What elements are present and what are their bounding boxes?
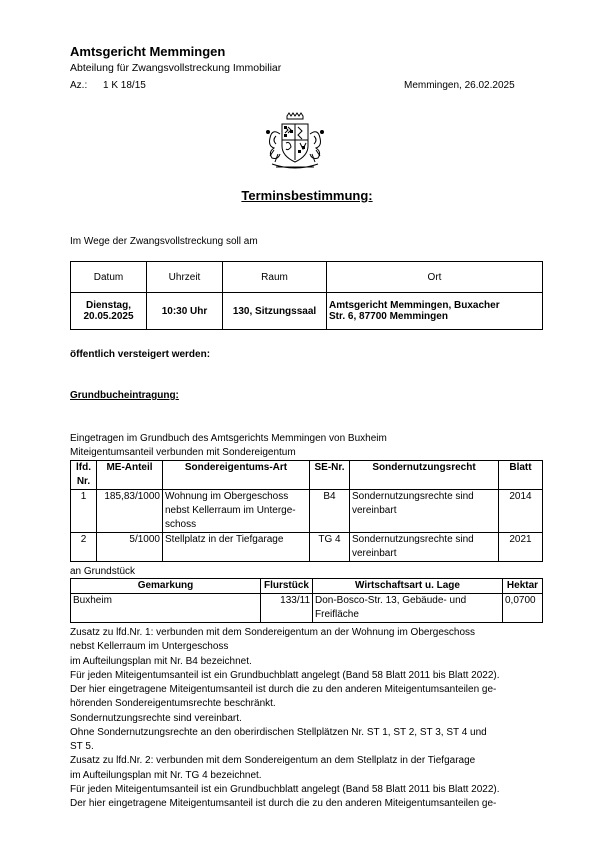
court-name: Amtsgericht Memmingen — [70, 44, 226, 59]
header-flurstueck: Flurstück — [261, 579, 313, 594]
note-line: ST 5. — [70, 741, 94, 752]
room-cell: 130, Sitzungssaal — [223, 293, 327, 330]
se-nr-cell: TG 4 — [310, 533, 350, 562]
time-cell: 10:30 Uhr — [147, 293, 223, 330]
file-number: 1 K 18/15 — [103, 80, 146, 91]
header-lfd-line-1: lfd. — [76, 462, 91, 473]
header-gemarkung: Gemarkung — [71, 579, 261, 594]
header-sondernutzungsrecht: Sondernutzungsrecht — [350, 461, 499, 490]
lfd-cell: 2 — [71, 533, 97, 562]
gemarkung-cell: Buxheim — [71, 594, 261, 623]
wirtschaftsart-line: Freifläche — [315, 609, 359, 620]
header-lfd-line-2: Nr. — [76, 476, 91, 487]
table-header-row — [71, 262, 543, 293]
an-grundstueck-label: an Grundstück — [70, 566, 136, 577]
note-line: Ohne Sondernutzungsrechte an den oberirdischen Stellplätzen Nr. ST 1, ST 2, ST 3, ST 4 und — [70, 726, 487, 738]
note-line: im Aufteilungsplan mit Nr. TG 4 bezeichnet. — [70, 769, 262, 781]
plot-table — [70, 578, 543, 623]
hektar-cell: 0,0700 — [503, 594, 543, 623]
date-cell — [71, 293, 147, 330]
header-se-nr: SE-Nr. — [310, 461, 350, 490]
table-row — [71, 293, 543, 330]
table-row — [71, 490, 543, 533]
header-room: Raum — [223, 262, 327, 293]
table-header-row — [71, 461, 543, 490]
place-cell — [327, 293, 543, 330]
header-se-art: Sondereigentums-Art — [163, 461, 310, 490]
snr-line: vereinbart — [352, 505, 397, 516]
note-line: Zusatz zu lfd.Nr. 2: verbunden mit dem Sondereigentum an dem Stellplatz in der Tiefgarage — [70, 755, 476, 767]
lfd-cell: 1 — [71, 490, 97, 533]
intro-text: Im Wege der Zwangsvollstreckung soll am — [70, 236, 258, 247]
auction-statement: öffentlich versteigert werden: — [70, 349, 211, 360]
note-line: hörenden Sondereigentumsrechte beschränkt. — [70, 698, 276, 710]
header-hektar: Hektar — [503, 579, 543, 594]
se-nr-cell: B4 — [310, 490, 350, 533]
table-row — [71, 533, 543, 562]
unit-table — [70, 460, 543, 562]
art-line: nebst Kellerraum im Unterge- — [165, 505, 296, 516]
note-line: Für jeden Miteigentumsanteil ist ein Grundbuchblatt angelegt (Band 58 Blatt 2011 bis Blatt 2022). — [70, 669, 500, 681]
header-wirtschaftsart: Wirtschaftsart u. Lage — [313, 579, 503, 594]
blatt-cell: 2021 — [499, 533, 543, 562]
header-time: Uhrzeit — [147, 262, 223, 293]
grundbuch-line-2: Miteigentumsanteil verbunden mit Sondereigentum — [70, 447, 296, 458]
blatt-cell: 2014 — [499, 490, 543, 533]
art-cell: Stellplatz in der Tiefgarage — [163, 533, 310, 562]
table-header-row — [71, 579, 543, 594]
weekday: Dienstag, — [85, 300, 131, 311]
snr-line: Sondernutzungsrechte sind — [352, 534, 474, 545]
wirtschaftsart-line: Don-Bosco-Str. 13, Gebäude- und — [315, 595, 467, 606]
department: Abteilung für Zwangsvollstreckung Immobiliar — [70, 62, 282, 74]
date: 20.05.2025 — [83, 311, 134, 322]
place-line-2: Str. 6, 87700 Memmingen — [329, 311, 448, 322]
header-blatt: Blatt — [499, 461, 543, 490]
snr-cell — [350, 490, 499, 533]
snr-cell — [350, 533, 499, 562]
note-line: Zusatz zu lfd.Nr. 1: verbunden mit dem Sondereigentum an der Wohnung im Obergeschoss — [70, 627, 476, 638]
header-lfd — [71, 461, 97, 490]
art-cell — [163, 490, 310, 533]
appointment-table — [70, 261, 543, 330]
place-line-1: Amtsgericht Memmingen, Buxacher — [329, 300, 500, 311]
table-row — [71, 594, 543, 623]
header-date: Datum — [71, 262, 147, 293]
snr-line: vereinbart — [352, 548, 397, 559]
file-number-label: Az.: — [70, 80, 88, 91]
header-place: Ort — [327, 262, 543, 293]
section-heading-grundbuch: Grundbucheintragung: — [70, 390, 179, 401]
note-line: im Aufteilungsplan mit Nr. B4 bezeichnet. — [70, 655, 252, 667]
notes-block — [70, 626, 545, 811]
art-line: schoss — [165, 519, 197, 530]
bavarian-coat-of-arms-icon — [262, 112, 328, 172]
grundbuch-line-1: Eingetragen im Grundbuch des Amtsgerichts Memmingen von Buxheim — [70, 433, 387, 444]
art-line: Wohnung im Obergeschoss — [165, 491, 289, 502]
me-cell: 185,83/1000 — [97, 490, 163, 533]
header-me-anteil: ME-Anteil — [97, 461, 163, 490]
note-line: Der hier eingetragene Miteigentumsanteil ist durch die zu den anderen Miteigentumsanteilen ge- — [70, 798, 497, 809]
note-line: Der hier eingetragene Miteigentumsanteil ist durch die zu den anderen Miteigentumsanteilen ge- — [70, 684, 497, 695]
note-line: Sondernutzungsrechte sind vereinbart. — [70, 712, 242, 724]
note-line: Für jeden Miteigentumsanteil ist ein Grundbuchblatt angelegt (Band 58 Blatt 2011 bis Blatt 2022). — [70, 783, 500, 795]
flurstueck-cell: 133/11 — [261, 594, 313, 623]
me-cell: 5/1000 — [97, 533, 163, 562]
note-line: nebst Kellerraum im Untergeschoss — [70, 641, 229, 653]
place-date: Memmingen, 26.02.2025 — [404, 80, 515, 91]
wirtschaftsart-cell — [313, 594, 503, 623]
page-title: Terminsbestimmung: — [241, 188, 373, 203]
snr-line: Sondernutzungsrechte sind — [352, 491, 474, 502]
